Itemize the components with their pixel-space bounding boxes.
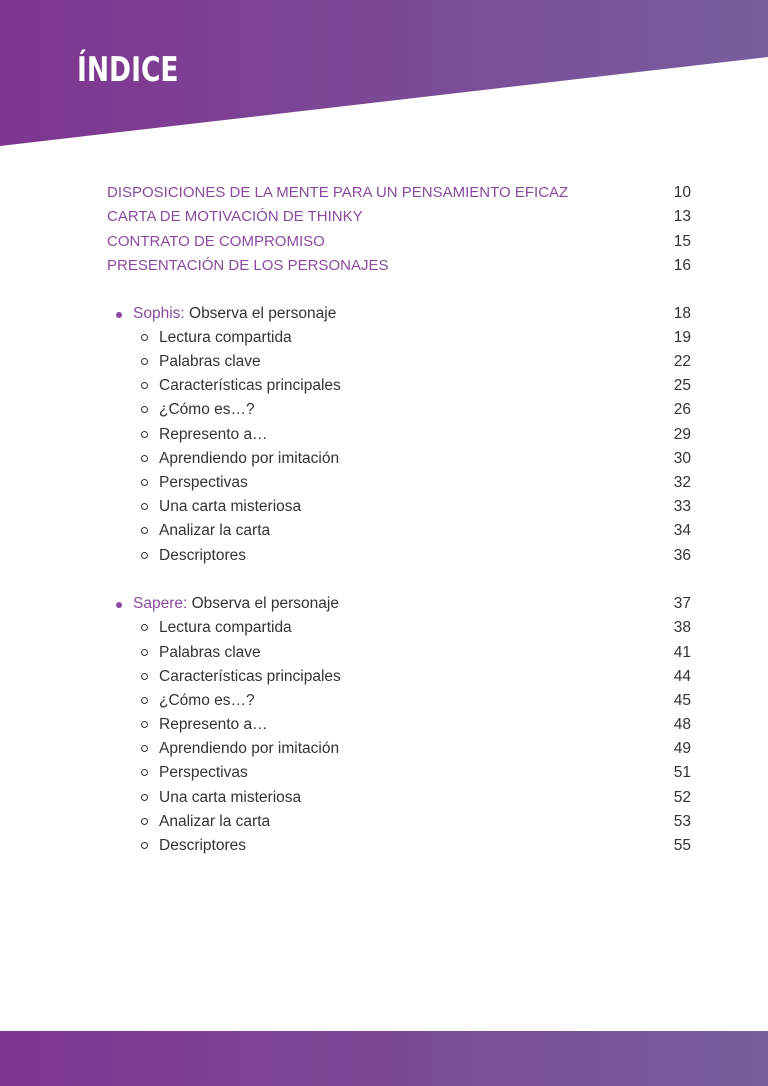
toc-subentry[interactable] — [0, 447, 768, 471]
toc-page-number: 10 — [673, 184, 691, 201]
page-title: ÍNDICE — [77, 50, 179, 90]
toc-entry-label: CONTRATO DE COMPROMISO — [107, 233, 325, 250]
bullet-dot-icon — [116, 312, 122, 318]
bullet-ring-icon — [141, 673, 148, 680]
toc-subentry[interactable] — [0, 665, 768, 689]
toc-page-number: 51 — [673, 764, 691, 781]
toc-entry-label — [133, 592, 339, 616]
toc-subentry[interactable] — [0, 374, 768, 398]
toc-entry-label: Palabras clave — [159, 353, 261, 370]
toc-subentry[interactable] — [0, 519, 768, 543]
toc-page-number: 26 — [673, 401, 691, 418]
toc-entry-label: Palabras clave — [159, 644, 261, 661]
character-entry-text: Observa el personaje — [187, 595, 339, 612]
bullet-ring-icon — [141, 527, 148, 534]
bullet-ring-icon — [141, 794, 148, 801]
toc-subentry[interactable] — [0, 810, 768, 834]
toc-entry-label: CARTA DE MOTIVACIÓN DE THINKY — [107, 208, 363, 225]
toc-page-number: 29 — [673, 426, 691, 443]
toc-subentry[interactable] — [0, 544, 768, 568]
toc-page-number: 48 — [673, 716, 691, 733]
character-name: Sapere: — [133, 595, 188, 612]
bullet-ring-icon — [141, 624, 148, 631]
toc-page-number: 41 — [673, 644, 691, 661]
toc-entry-label: Aprendiendo por imitación — [159, 740, 340, 757]
toc-entry-label: Lectura compartida — [159, 619, 292, 636]
bullet-ring-icon — [141, 842, 148, 849]
toc-page-number: 45 — [673, 692, 691, 709]
toc-entry-label: Lectura compartida — [159, 329, 292, 346]
bullet-ring-icon — [141, 455, 148, 462]
toc-entry-label: Características principales — [159, 668, 341, 685]
toc-page-number: 53 — [673, 813, 691, 830]
toc-subentry[interactable] — [0, 616, 768, 640]
toc-entry-label — [133, 302, 336, 326]
toc-page-number: 15 — [673, 233, 691, 250]
toc-entry-label: ¿Cómo es…? — [159, 692, 255, 709]
bullet-ring-icon — [141, 503, 148, 510]
toc-entry-label: Descriptores — [159, 837, 246, 854]
toc-page-number: 30 — [673, 450, 691, 467]
toc-entry-label: DISPOSICIONES DE LA MENTE PARA UN PENSAMIENTO EFICAZ — [107, 184, 569, 201]
bullet-ring-icon — [141, 649, 148, 656]
toc-entry-label: Descriptores — [159, 547, 246, 564]
toc-entry-disposiciones[interactable] — [0, 181, 768, 205]
toc-entry-label: PRESENTACIÓN DE LOS PERSONAJES — [107, 257, 389, 274]
toc-subentry[interactable] — [0, 761, 768, 785]
toc-page-number: 52 — [673, 789, 691, 806]
toc-entry-label: Perspectivas — [159, 764, 248, 781]
toc-subentry[interactable] — [0, 689, 768, 713]
bullet-dot-icon — [116, 602, 122, 608]
bullet-ring-icon — [141, 818, 148, 825]
toc-entry-presentacion[interactable] — [0, 254, 768, 278]
toc-entry-label: Analizar la carta — [159, 522, 271, 539]
toc-page-number: 33 — [673, 498, 691, 515]
character-entry-text: Observa el personaje — [184, 305, 337, 322]
toc-subentry[interactable] — [0, 641, 768, 665]
bullet-ring-icon — [141, 431, 148, 438]
bullet-ring-icon — [141, 697, 148, 704]
bullet-ring-icon — [141, 479, 148, 486]
toc-page-number: 22 — [673, 353, 691, 370]
toc-entry-label: Una carta misteriosa — [159, 498, 302, 515]
toc-entry-label: Una carta misteriosa — [159, 789, 302, 806]
toc-page-number: 55 — [673, 837, 691, 854]
toc-subentry[interactable] — [0, 350, 768, 374]
toc-page-number: 25 — [673, 377, 691, 394]
toc-entry-label: Características principales — [159, 377, 341, 394]
toc-page-number: 13 — [673, 208, 691, 225]
footer-band — [0, 1031, 768, 1086]
toc-page-number: 36 — [673, 547, 691, 564]
toc-entry-label: Aprendiendo por imitación — [159, 450, 340, 467]
toc-character-sophis[interactable] — [0, 302, 768, 326]
toc-entry-label: Represento a… — [159, 716, 268, 733]
toc-subentry[interactable] — [0, 713, 768, 737]
toc-page-number: 16 — [673, 257, 691, 274]
toc-page-number: 18 — [673, 305, 691, 322]
bullet-ring-icon — [141, 334, 148, 341]
toc-entry-label: ¿Cómo es…? — [159, 401, 255, 418]
toc-page-number: 38 — [673, 619, 691, 636]
bullet-ring-icon — [141, 721, 148, 728]
toc-subentry[interactable] — [0, 471, 768, 495]
toc-page-number: 49 — [673, 740, 691, 757]
toc-page-number: 34 — [673, 522, 691, 539]
toc-page-number: 44 — [673, 668, 691, 685]
bullet-ring-icon — [141, 406, 148, 413]
toc-subentry[interactable] — [0, 834, 768, 858]
character-name: Sophis: — [133, 305, 185, 322]
toc-entry-carta-motivacion[interactable] — [0, 205, 768, 229]
toc-subentry[interactable] — [0, 326, 768, 350]
toc-entry-label: Represento a… — [159, 426, 268, 443]
toc-entry-label: Analizar la carta — [159, 813, 271, 830]
toc-page-number: 32 — [673, 474, 691, 491]
toc-entry-label: Perspectivas — [159, 474, 248, 491]
bullet-ring-icon — [141, 745, 148, 752]
bullet-ring-icon — [141, 769, 148, 776]
toc-character-sapere[interactable] — [0, 592, 768, 616]
toc-subentry[interactable] — [0, 398, 768, 422]
toc-entry-contrato[interactable] — [0, 230, 768, 254]
toc-page-number: 37 — [673, 595, 691, 612]
toc-subentry[interactable] — [0, 786, 768, 810]
toc-subentry[interactable] — [0, 737, 768, 761]
toc-page-number: 19 — [673, 329, 691, 346]
bullet-ring-icon — [141, 358, 148, 365]
toc-subentry[interactable] — [0, 495, 768, 519]
bullet-ring-icon — [141, 552, 148, 559]
toc-subentry[interactable] — [0, 423, 768, 447]
bullet-ring-icon — [141, 382, 148, 389]
